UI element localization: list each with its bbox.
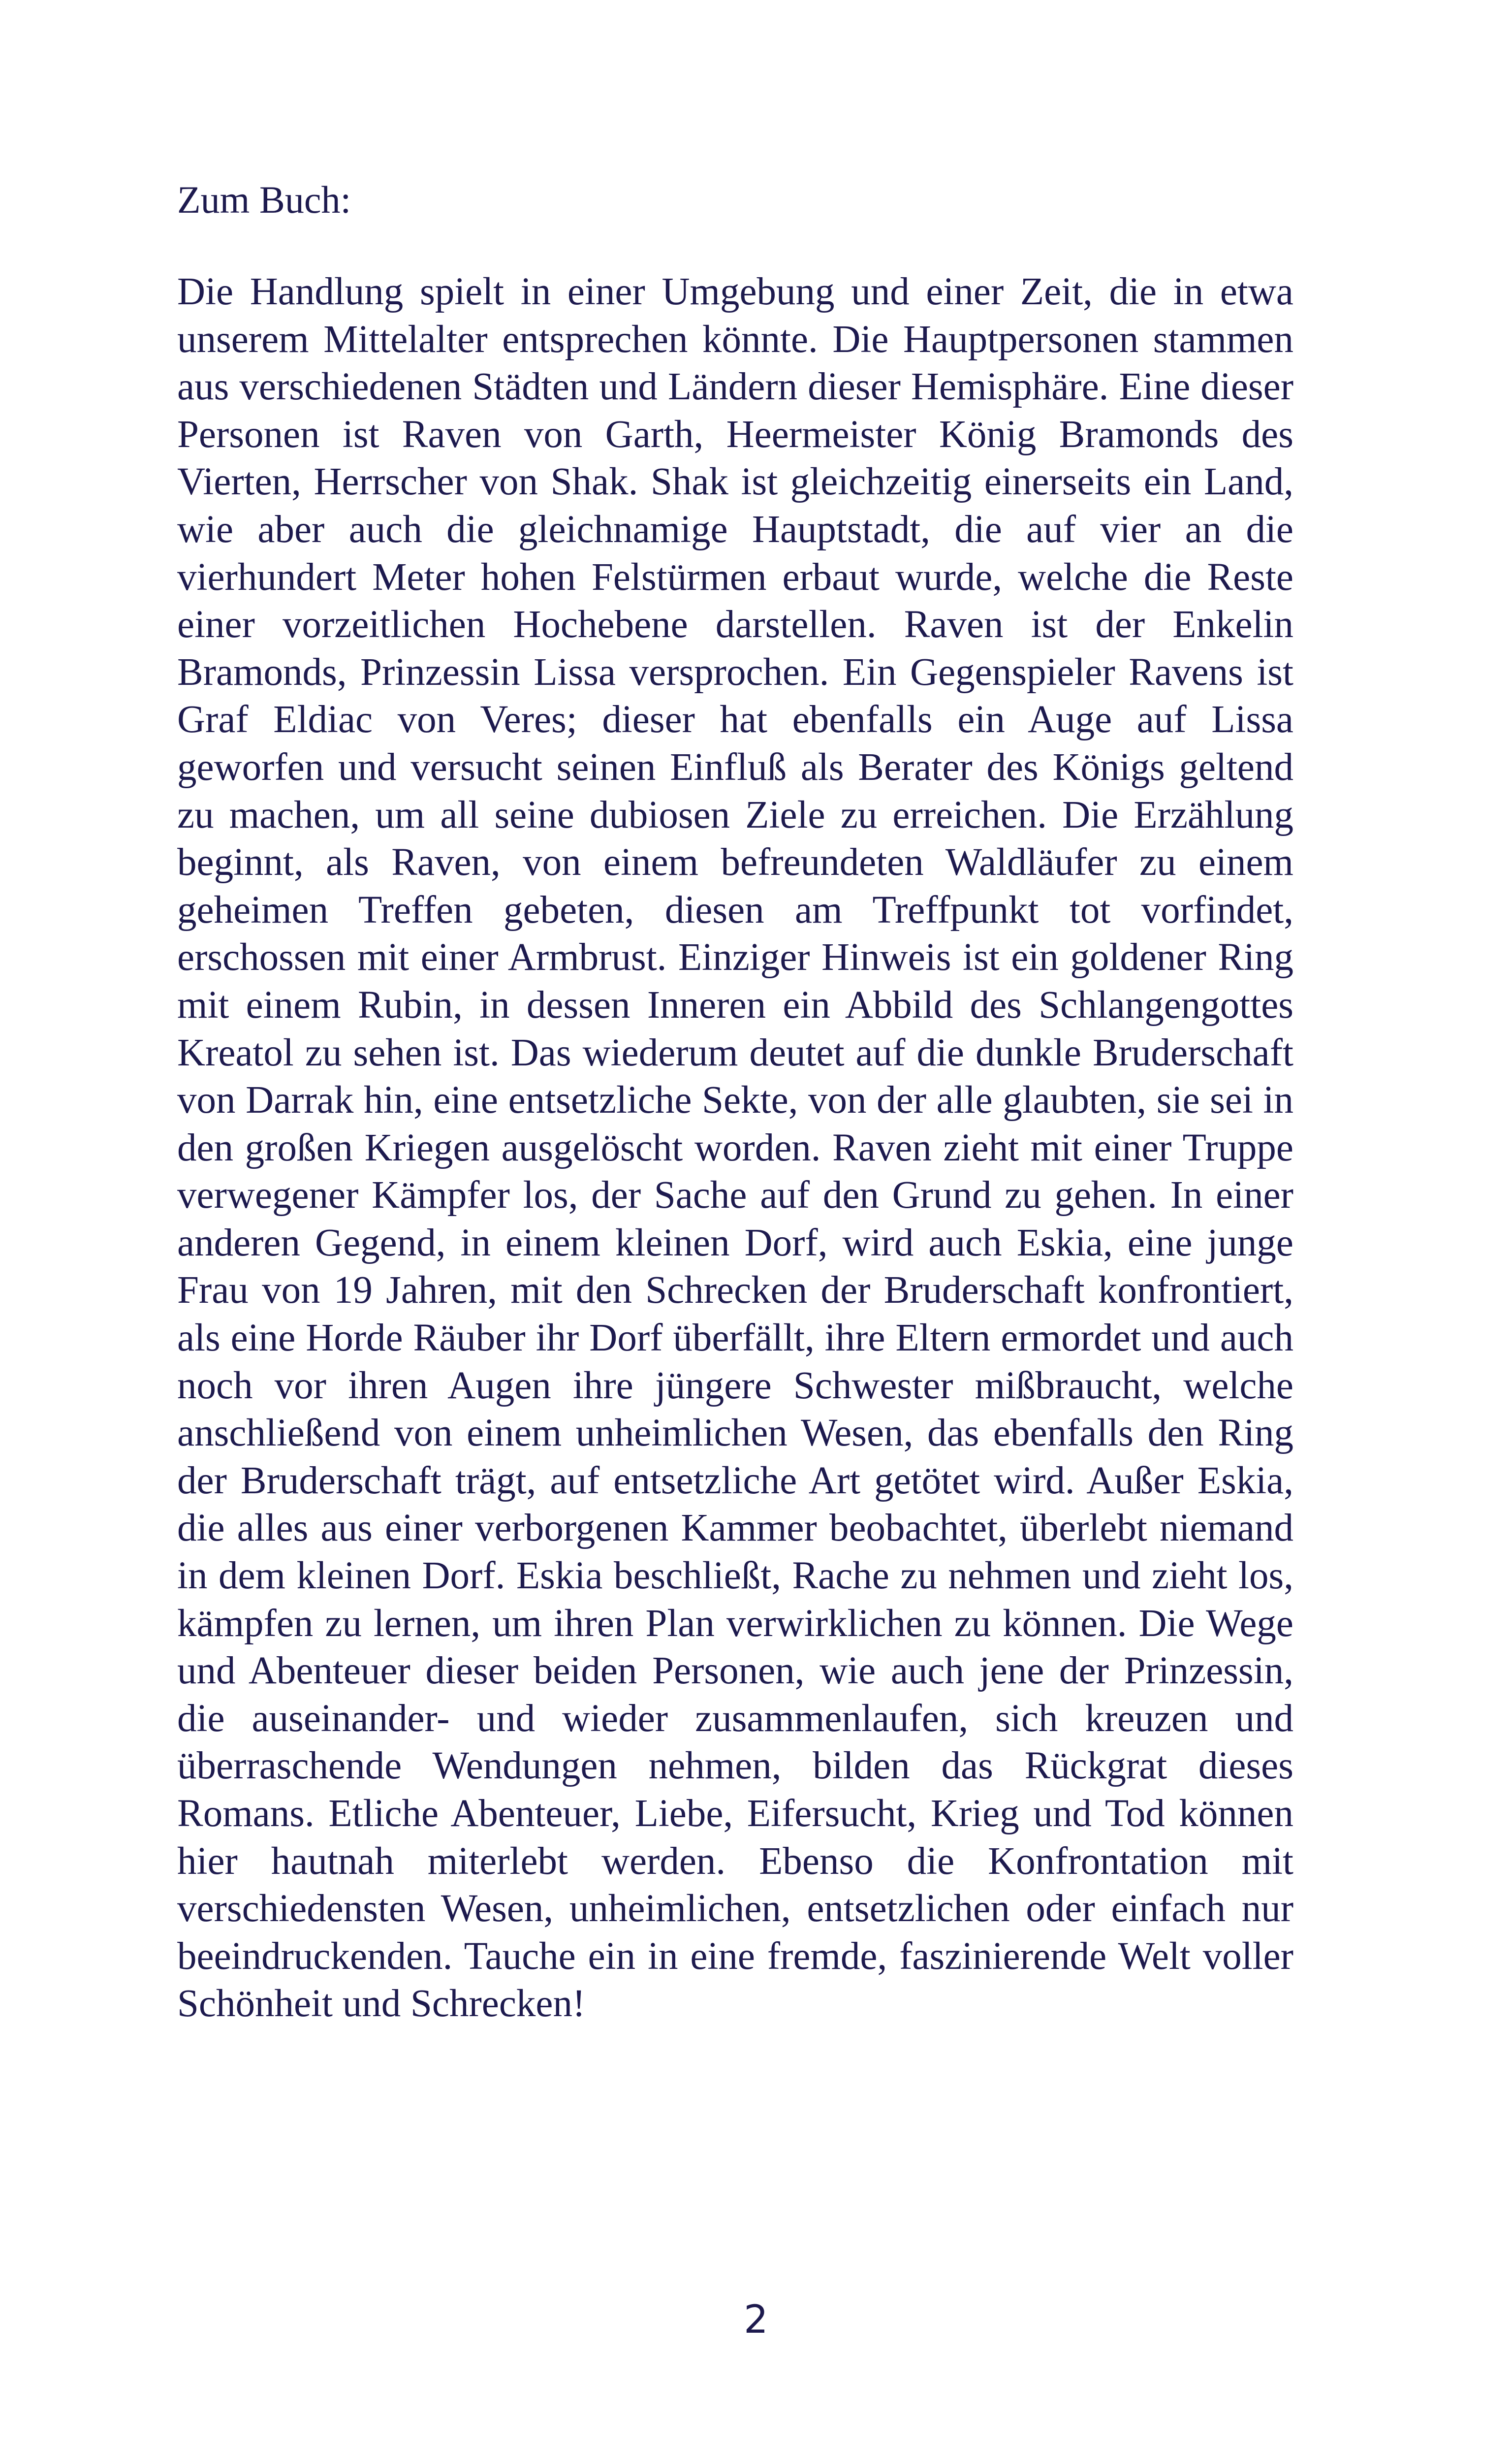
section-heading: Zum Buch: bbox=[177, 178, 351, 221]
book-description-paragraph: Die Handlung spielt in einer Umgebung und einer Zeit, die in etwa unserem Mittelalter entsprechen könnte. Die Hauptpersonen stammen aus verschiedenen Städten und Ländern dieser Hemisphäre. Eine dieser Personen ist Raven von Garth, Heermeister König Bramonds des Vierten, Herrscher von Shak. Shak ist gleichzeitig einerseits ein Land, wie aber auch die gleichnamige Hauptstadt, die auf vier an die vierhundert Meter hohen Felstürmen erbaut wurde, welche die Reste einer vorzeitlichen Hochebene darstellen. Raven ist der Enkelin Bramonds, Prinzessin Lissa versprochen. Ein Gegenspieler Ravens ist Graf Eldiac von Veres; dieser hat ebenfalls ein Auge auf Lissa geworfen und versucht seinen Einfluß als Berater des Königs geltend zu machen, um all seine dubiosen Ziele zu erreichen. Die Erzählung beginnt, als Raven, von einem befreundeten Waldläufer zu einem geheimen Treffen gebeten, diesen am Treffpunkt tot vorfindet, erschossen mit einer Armbrust. Einziger Hinweis ist ein goldener Ring mit einem Rubin, in dessen Inneren ein Abbild des Schlangengottes Kreatol zu sehen ist. Das wiederum deutet auf die dunkle Bruderschaft von Darrak hin, eine entsetzliche Sekte, von der alle glaubten, sie sei in den großen Kriegen ausgelöscht worden. Raven zieht mit einer Truppe verwegener Kämpfer los, der Sache auf den Grund zu gehen. In einer anderen Gegend, in einem kleinen Dorf, wird auch Eskia, eine junge Frau von 19 Jahren, mit den Schrecken der Bruderschaft konfrontiert, als eine Horde Räuber ihr Dorf überfällt, ihre Eltern ermordet und auch noch vor ihren Augen ihre jüngere Schwester mißbraucht, welche anschließend von einem unheimlichen Wesen, das ebenfalls den Ring der Bruderschaft trägt, auf entsetzliche Art getötet wird. Außer Eskia, die alles aus einer verborgenen Kammer beobachtet, überlebt niemand in dem kleinen Dorf. Eskia beschließt, Rache zu nehmen und zieht los, kämpfen zu lernen, um ihren Plan verwirklichen zu können. Die Wege und Abenteuer dieser beiden Personen, wie auch jene der Prinzessin, die auseinander- und wieder zusammenlaufen, sich kreuzen und überraschende Wendungen nehmen, bilden das Rückgrat dieses Romans. Etliche Abenteuer, Liebe, Eifersucht, Krieg und Tod können hier hautnah miterlebt werden. Ebenso die Konfrontation mit verschiedensten Wesen, unheimlichen, entsetzlichen oder einfach nur beeindruckenden. Tauche ein in eine fremde, faszinierende Welt voller Schönheit und Schrecken! bbox=[177, 270, 1293, 2025]
page-number: 2 bbox=[744, 2298, 768, 2342]
